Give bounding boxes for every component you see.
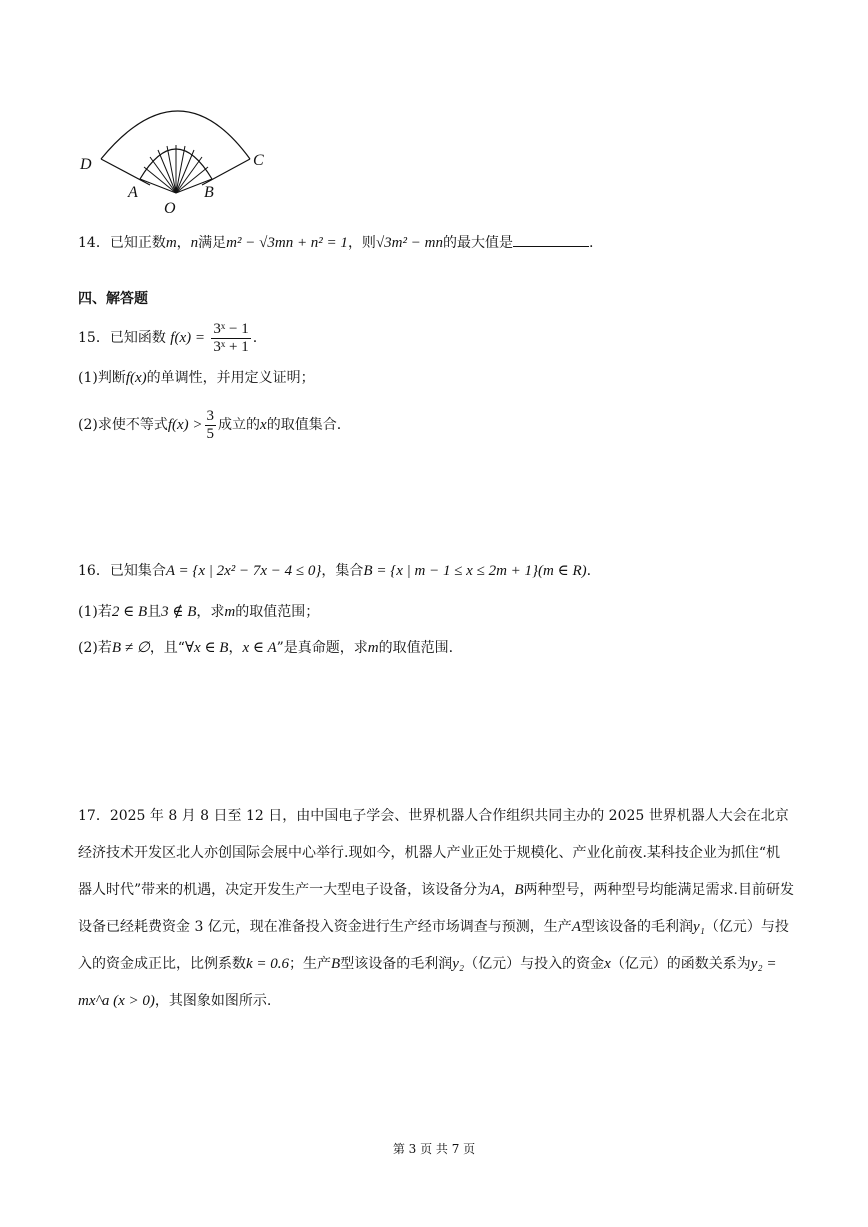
q16-part1-m: m (224, 604, 236, 620)
edge-CB (202, 159, 250, 185)
answer-blank[interactable] (513, 232, 589, 247)
q16-part2-cond: B ≠ ∅ (111, 640, 150, 656)
q17-text: 型该设备的毛利润 (340, 956, 453, 972)
q15-part2-num: 3 (206, 407, 215, 424)
q16-part-2 (78, 638, 453, 658)
q16-part2-text: ”是真命题，求 (276, 640, 368, 656)
q16-part2-text: ，且“ (149, 640, 185, 656)
q16-end: . (586, 563, 592, 579)
q15-denominator: 3ˣ + 1 (213, 338, 249, 355)
q17-type-b: B (514, 882, 524, 898)
q15-part-1 (78, 368, 315, 388)
q15-part2-text: 成立的 (218, 417, 261, 433)
question-16 (78, 561, 591, 581)
q16-set-b: B = {x | m − 1 ≤ x ≤ 2m + 1}(m ∈ R) (363, 563, 587, 579)
q15-fraction (211, 321, 250, 356)
fan-ribs (140, 145, 212, 193)
q17-text: ， (500, 882, 515, 898)
q14-var-n: n (190, 235, 199, 251)
q17-y1: y₁ (692, 919, 705, 935)
q17-text: ，其图象如图所示. (154, 993, 272, 1009)
label-O: O (164, 200, 176, 217)
label-D: D (80, 156, 92, 173)
q14-end: . (588, 235, 594, 251)
q14-expression: √3m² − mn (375, 235, 443, 251)
q16-part2-text: 的取值范围. (378, 640, 454, 656)
q16-part1-text: (1)若 (78, 604, 112, 620)
q15-part2-fraction (205, 408, 217, 443)
label-B: B (204, 184, 214, 201)
q14-sep: ， (176, 235, 191, 251)
q16-set-a: A = {x | 2x² − 7x − 4 ≤ 0} (165, 563, 322, 579)
q17-text: 型该设备的毛利润 (580, 919, 693, 935)
q17-type-a: A (571, 919, 581, 935)
section-title: 四、解答题 (78, 291, 148, 307)
q17-type-b: B (331, 956, 341, 972)
q16-text: ，集合 (321, 563, 364, 579)
q15-end: . (252, 330, 258, 346)
q15-part2-inequality: f(x) > (167, 417, 203, 433)
q17-k: k = 0.6 (246, 956, 290, 972)
q15-part1-text: (1)判断 (78, 370, 126, 386)
q15-intro: 已知函数 (109, 330, 166, 346)
q15-part2-text: 的取值集合. (266, 417, 342, 433)
q15-function: f(x) = (170, 330, 205, 346)
q17-text: （亿元）与投入的资金 (464, 956, 605, 972)
q16-part1-text: 的取值范围； (235, 604, 320, 620)
q14-text: 已知正数 (109, 235, 166, 251)
q15-part1-text: 的单调性，并用定义证明； (146, 370, 315, 386)
q14-var-m: m (165, 235, 177, 251)
q16-part1-cond2: 3 ∉ B (161, 604, 197, 620)
q16-part2-text: ， (228, 640, 243, 656)
q17-text: （亿元）的函数关系为 (610, 956, 751, 972)
page-footer: 第 3 页 共 7 页 (392, 1142, 476, 1156)
q14-text: 的最大值是 (442, 235, 513, 251)
q17-number: 17． (78, 808, 110, 824)
q16-part1-cond: 2 ∈ B (111, 604, 148, 620)
question-15 (78, 318, 257, 358)
label-A: A (128, 184, 138, 201)
q15-number: 15． (78, 330, 110, 346)
q15-numerator: 3ˣ − 1 (213, 320, 249, 337)
q17-function: y₂ = mx^a (x > 0) (78, 956, 777, 1009)
q16-part-1 (78, 602, 319, 622)
edge-DA (101, 159, 150, 185)
q14-number: 14． (78, 235, 110, 251)
question-14 (78, 232, 593, 253)
q17-text: 两种型号，两种型号均能满足需求.目前研发设备已经耗费资金 3 亿元，现在准备投入资金进行生产经市场调查与预测，生产 (78, 882, 794, 935)
q16-part1-text: ，求 (196, 604, 225, 620)
q15-part1-fx: f(x) (125, 370, 147, 386)
q16-part2-text: (2)若 (78, 640, 112, 656)
label-C: C (253, 152, 264, 169)
q15-part2-den: 5 (206, 425, 215, 442)
q16-part1-text: 且 (147, 604, 162, 620)
q15-part2-x: x (260, 417, 267, 433)
question-17 (78, 798, 794, 1020)
q16-part2-q1: ∀x ∈ B (184, 640, 229, 656)
q17-text: （亿元）与投入的资金成正比，比例系数 (78, 919, 789, 972)
q16-part2-q2: x ∈ A (242, 640, 277, 656)
q14-text: 满足 (198, 235, 227, 251)
q17-text: ；生产 (289, 956, 332, 972)
q17-x: x (604, 956, 611, 972)
q16-text: 已知集合 (109, 563, 166, 579)
q16-part2-m: m (367, 640, 379, 656)
q17-text: 2025 年 8 月 8 日至 12 日，由中国电子学会、世界机器人合作组织共同主办的 2025 世界机器人大会在北京经济技术开发区北人亦创国际会展中心举行.现如今，机器人产业正处于规模化、产业化前夜.某科技企业为抓住“机器人时代”带来的机遇，决定开发生产一大型电子设备，该设备分为 (78, 808, 789, 898)
q14-text: ，则 (347, 235, 376, 251)
q14-condition: m² − √3mn + n² = 1 (226, 235, 348, 251)
q15-part2-text: (2)求使不等式 (78, 417, 168, 433)
q16-number: 16． (78, 563, 110, 579)
q17-type-a: A (491, 882, 501, 898)
fan-diagram (70, 105, 280, 220)
q17-y2: y₂ (452, 956, 465, 972)
q15-part-2 (78, 405, 341, 445)
